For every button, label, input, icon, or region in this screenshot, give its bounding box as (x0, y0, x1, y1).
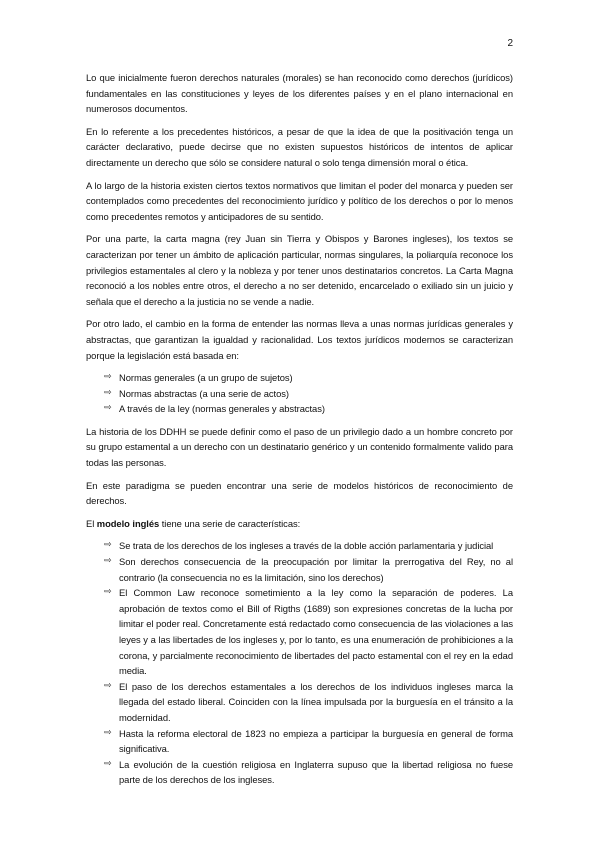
paragraph-precedentes-historicos: En lo referente a los precedentes históricos, a pesar de que la idea de que la positivación tenga un carácter declarativo, puede decirse que no existen supuestos históricos de intentos de aplicar directamente un derecho que sólo se considere natural o solo tenga dimensión moral o ética. (86, 125, 513, 168)
list-item (86, 726, 513, 757)
document-body (86, 70, 513, 795)
paragraph-modelo-ingles-intro (86, 516, 513, 532)
arrow-right-outline-icon: ⇨ (104, 403, 112, 414)
arrow-right-outline-icon: ⇨ (104, 680, 112, 691)
list-item-text: Normas generales (a un grupo de sujetos) (119, 372, 293, 384)
list-item-text: El Common Law reconoce sometimiento a la ley como la separación de poderes. La aprobación de textos como el Bill of Rigths (1689) son expresiones concretas de la lucha por limitar el poder real. Concretamente está redactado como consecuencia de las violaciones a las leyes y a las libertades de los ingleses y, por lo tanto, es una enumeración de prohibiciones a la corona, y parcialmente reconocimiento de libertades del pacto estamental con el rey en la edad media. (119, 587, 513, 677)
paragraph-textos-normativos: A lo largo de la historia existen ciertos textos normativos que limitan el poder del monarca y pueden ser contemplados como precedentes del reconocimiento jurídico y político de los derechos o por lo menos como precedentes remotos y anticipadores de su sentido. (86, 179, 513, 222)
paragraph-carta-magna: Por una parte, la carta magna (rey Juan sin Tierra y Obispos y Barones ingleses), los textos se caracterizan por tener un ámbito de aplicación particular, normas singulares, la poliarquía reconoce los privilegios estamentales al clero y la nobleza y por tener unos destinatarios concretos. La Carta Magna reconoció a los nobles entre otros, el derecho a no ser detenido, encarcelado o exiliado sin un juicio y señala que el derecho a la justicia no se vende a nadie. (86, 233, 513, 307)
modelo-ingles-term: modelo inglés (96, 517, 160, 529)
list-item (86, 386, 513, 402)
list-item (86, 757, 513, 788)
list-item (86, 679, 513, 726)
list-item-text: La evolución de la cuestión religiosa en Inglaterra supuso que la libertad religiosa no fuese parte de los derechos de los ingleses. (119, 758, 513, 786)
arrow-right-outline-icon: ⇨ (104, 587, 112, 598)
intro-prefix: El (86, 517, 97, 529)
page-number: 2 (507, 38, 513, 49)
list-item-text: Hasta la reforma electoral de 1823 no empieza a participar la burguesía en general de forma significativa. (119, 727, 513, 755)
arrow-right-outline-icon: ⇨ (104, 387, 112, 398)
arrow-right-outline-icon: ⇨ (104, 727, 112, 738)
list-item-text: Normas abstractas (a una serie de actos) (119, 387, 289, 399)
list-item-text: El paso de los derechos estamentales a los derechos de los individuos ingleses marca la llegada del estado liberal. Coinciden con la línea impulsada por la burguesía en el tránsito a la modernidad. (119, 680, 513, 723)
list-item (86, 554, 513, 585)
arrow-right-outline-icon: ⇨ (104, 556, 112, 567)
paragraph-paradigma: En este paradigma se pueden encontrar una serie de modelos históricos de reconocimiento de derechos. (86, 479, 513, 507)
arrow-right-outline-icon: ⇨ (104, 540, 112, 551)
list-item (86, 585, 513, 679)
list-item-text: Son derechos consecuencia de la preocupación por limitar la prerrogativa del Rey, no al contrario (la consecuencia no es la limitación, sino los derechos) (119, 556, 513, 583)
paragraph-normas-generales: Por otro lado, el cambio en la forma de entender las normas lleva a unas normas jurídicas generales y abstractas, que garantizan la igualdad y racionalidad. Los textos jurídicos modernos se caracterizan porque la legislación está basada en: (86, 318, 513, 361)
intro-suffix: tiene una serie de características: (159, 517, 301, 529)
list-item (86, 538, 513, 554)
list-item-text: Se trata de los derechos de los ingleses a través de la doble acción parlamentaria y judicial (119, 540, 494, 552)
list-item (86, 370, 513, 386)
list-modelo-ingles (86, 538, 513, 788)
list-item-text: A través de la ley (normas generales y abstractas) (119, 403, 325, 415)
paragraph-derechos-naturales: Lo que inicialmente fueron derechos naturales (morales) se han reconocido como derechos (jurídicos) fundamentales en las constituciones y leyes de los diferentes países y en el plano internacional en numerosos documentos. (86, 72, 513, 115)
arrow-right-outline-icon: ⇨ (104, 372, 112, 383)
list-item (86, 401, 513, 417)
paragraph-historia-ddhh: La historia de los DDHH se puede definir como el paso de un privilegio dado a un hombre concreto por su grupo estamental a un derecho con un destinatario genérico y un contenido formalmente valido para todas las personas. (86, 425, 513, 469)
arrow-right-outline-icon: ⇨ (104, 758, 112, 769)
list-bases-legislacion (86, 370, 513, 417)
